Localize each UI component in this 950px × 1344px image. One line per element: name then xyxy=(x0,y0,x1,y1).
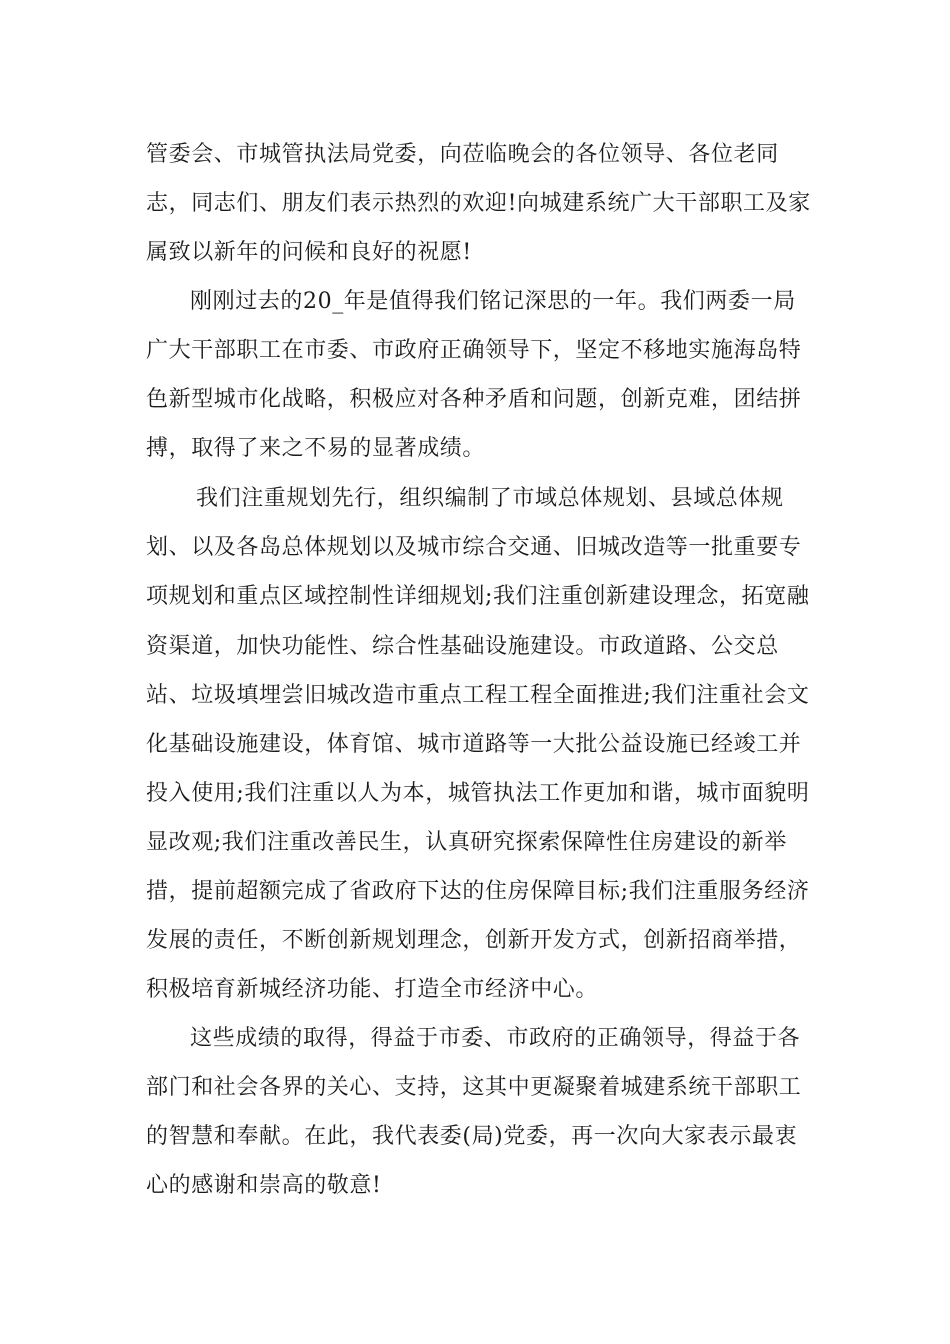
text-line: 投入使用;我们注重以人为本，城管执法工作更加和谐，城市面貌明 xyxy=(146,781,810,806)
text-line: 色新型城市化战略，积极应对各种矛盾和问题，创新克难，团结拼 xyxy=(146,387,802,412)
text-line: 积极培育新城经济功能、打造全市经济中心。 xyxy=(146,977,599,1002)
text-line: 发展的责任，不断创新规划理念，创新开发方式，创新招商举措， xyxy=(146,928,802,953)
text-line: 心的感谢和崇高的敬意! xyxy=(146,1173,382,1198)
text-line: 的智慧和奉献。在此，我代表委(局)党委，再一次向大家表示最衷 xyxy=(146,1124,798,1149)
text-line: 显改观;我们注重改善民生，认真研究探索保障性住房建设的新举 xyxy=(146,830,787,855)
text-line: 广大干部职工在市委、市政府正确领导下，坚定不移地实施海岛特 xyxy=(146,338,802,363)
text-line: 我们注重规划先行，组织编制了市域总体规划、县域总体规 xyxy=(196,486,784,511)
text-line: 志，同志们、朋友们表示热烈的欢迎!向城建系统广大干部职工及家 xyxy=(146,191,811,216)
text-line: 管委会、市城管执法局党委，向莅临晚会的各位领导、各位老同 xyxy=(146,142,779,167)
text-line: 这些成绩的取得，得益于市委、市政府的正确领导，得益于各 xyxy=(190,1026,801,1051)
text-line: 属致以新年的问候和良好的祝愿! xyxy=(146,240,472,265)
text-line: 划、以及各岛总体规划以及城市综合交通、旧城改造等一批重要专 xyxy=(146,535,802,560)
text-line: 刚刚过去的20_年是值得我们铭记深思的一年。我们两委一局 xyxy=(190,289,796,314)
text-line: 站、垃圾填埋尝旧城改造市重点工程工程全面推进;我们注重社会文 xyxy=(146,683,810,708)
text-line: 部门和社会各界的关心、支持，这其中更凝聚着城建系统干部职工 xyxy=(146,1075,802,1100)
text-line: 搏，取得了来之不易的显著成绩。 xyxy=(146,436,486,461)
text-line: 项规划和重点区域控制性详细规划;我们注重创新建设理念，拓宽融 xyxy=(146,584,810,609)
text-line: 化基础设施建设，体育馆、城市道路等一大批公益设施已经竣工并 xyxy=(146,732,802,757)
text-line: 措，提前超额完成了省政府下达的住房保障目标;我们注重服务经济 xyxy=(146,879,810,904)
text-line: 资渠道，加快功能性、综合性基础设施建设。市政道路、公交总 xyxy=(146,634,779,659)
